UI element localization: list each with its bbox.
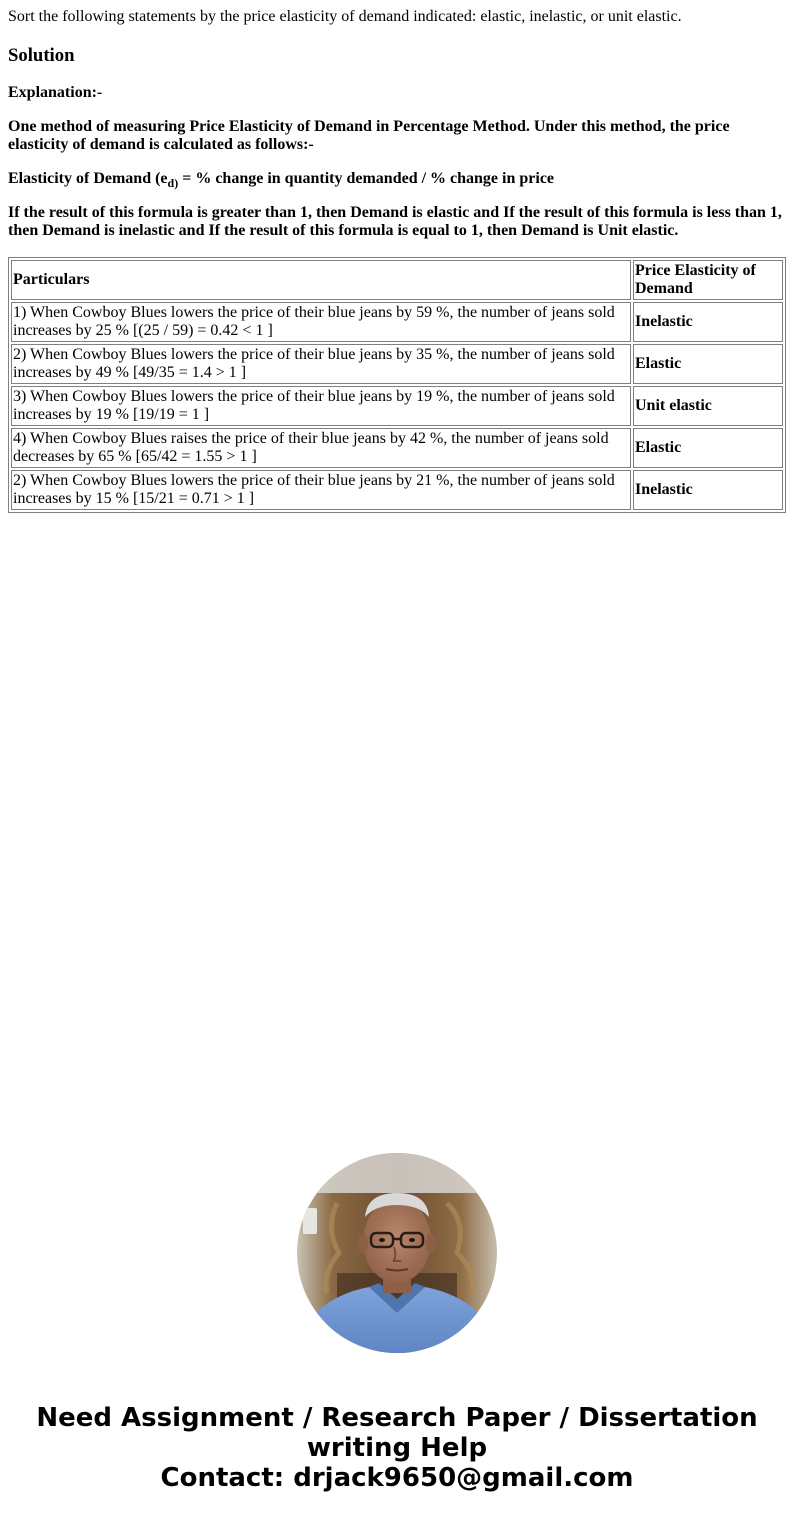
header-elasticity: Price Elasticity of Demand (633, 260, 783, 300)
table-row (11, 344, 783, 384)
formula-prefix: Elasticity of Demand (e (8, 170, 168, 187)
row-statement: 1) When Cowboy Blues lowers the price of their blue jeans by 59 %, the number of jeans sold increases by 25 % [(25 / 59) = 0.42 < 1 ] (11, 302, 631, 342)
footer-contact-text: Contact: drjack9650@gmail.com (160, 1463, 634, 1493)
table-row (11, 470, 783, 510)
table-row (11, 302, 783, 342)
table-row (11, 386, 783, 426)
formula-subscript: d) (167, 176, 179, 190)
row-statement: 2) When Cowboy Blues lowers the price of their blue jeans by 21 %, the number of jeans sold increases by 15 % [15/21 = 0.71 > 1 ] (11, 470, 631, 510)
explanation-label: Explanation:- (8, 84, 103, 101)
row-result: Inelastic (633, 302, 783, 342)
row-result: Unit elastic (633, 386, 783, 426)
header-particulars: Particulars (11, 260, 631, 300)
row-statement: 3) When Cowboy Blues lowers the price of their blue jeans by 19 %, the number of jeans sold increases by 19 % [19/19 = 1 ] (11, 386, 631, 426)
formula (8, 170, 786, 188)
row-statement: 2) When Cowboy Blues lowers the price of their blue jeans by 35 %, the number of jeans sold increases by 49 % [49/35 = 1.4 > 1 ] (11, 344, 631, 384)
solution-heading: Solution (8, 45, 75, 66)
author-portrait-image (297, 1153, 497, 1353)
row-statement: 4) When Cowboy Blues raises the price of their blue jeans by 42 %, the number of jeans sold decreases by 65 % [65/42 = 1.55 > 1 ] (11, 428, 631, 468)
row-result: Inelastic (633, 470, 783, 510)
footer-banner (0, 1403, 794, 1493)
table-header-row (11, 260, 783, 300)
rule-paragraph: If the result of this formula is greater than 1, then Demand is elastic and If the result of this formula is less than 1, then Demand is inelastic and If the result of this formula is equal to 1, then Demand is Unit elastic. (8, 204, 782, 239)
row-result: Elastic (633, 428, 783, 468)
footer-help-text: Need Assignment / Research Paper / Dissertation writing Help (36, 1403, 758, 1463)
elasticity-table (8, 257, 786, 513)
method-paragraph: One method of measuring Price Elasticity of Demand in Percentage Method. Under this method, the price elasticity of demand is calculated as follows:- (8, 118, 730, 153)
author-avatar (297, 1153, 497, 1353)
formula-suffix: = % change in quantity demanded / % change in price (178, 170, 555, 187)
document-body (8, 8, 786, 513)
table-row (11, 428, 783, 468)
question-text: Sort the following statements by the price elasticity of demand indicated: elastic, inelastic, or unit elastic. (8, 8, 682, 25)
row-result: Elastic (633, 344, 783, 384)
